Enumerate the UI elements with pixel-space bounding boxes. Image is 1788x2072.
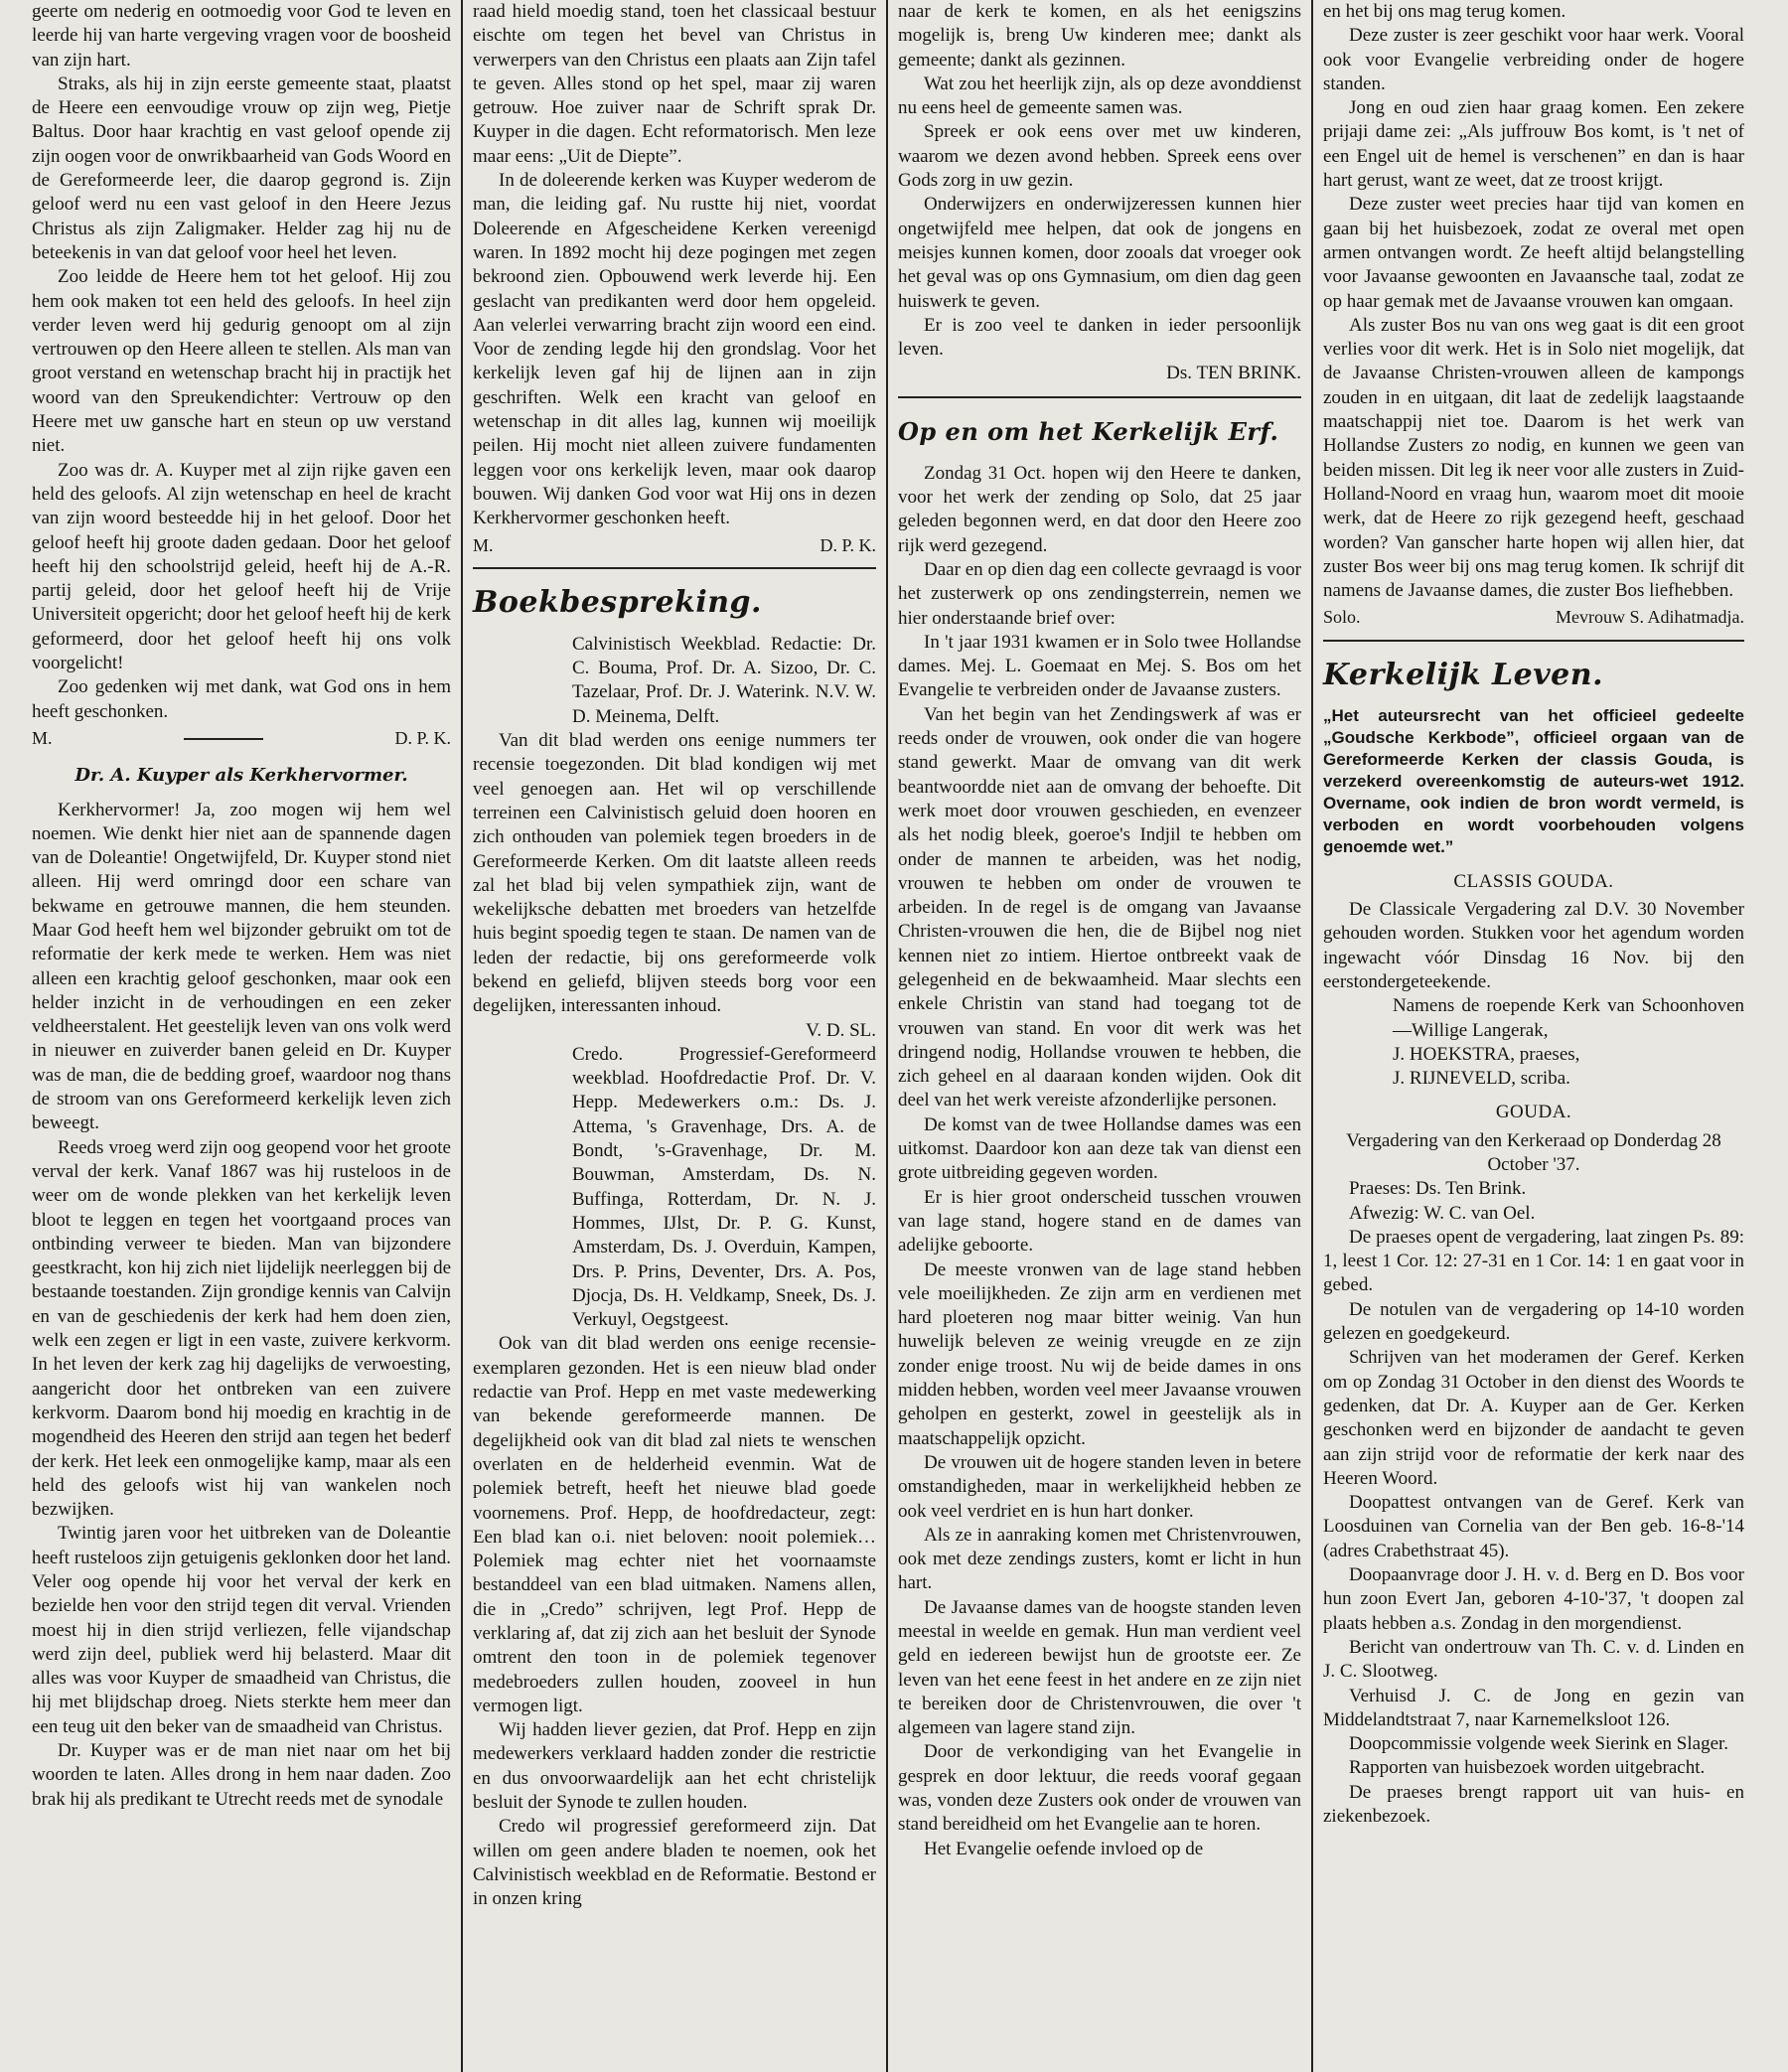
- signature-place: Solo.: [1323, 607, 1361, 628]
- paragraph: Credo wil progressief gereformeerd zijn. Dat willen om geen andere bladen te noemen, ook het Calvinistisch weekblad en de Reformatie. Bestond er in onzen kring: [473, 1816, 876, 1910]
- meeting-absent: Afwezig: W. C. van Oel.: [1349, 1202, 1536, 1224]
- paragraph: De komst van de twee Hollandse dames was een uitkomst. Daardoor kon aan deze tak van dienst een grote uitbreiding gegeven worden.: [898, 1113, 1301, 1184]
- paragraph: Doopattest ontvangen van de Geref. Kerk van Loosduinen van Cornelia van der Ben geb. 16-8-'14 (adres Crabethstraat 45).: [1323, 1492, 1744, 1561]
- paragraph: Het Evangelie oefende invloed op de: [924, 1838, 1204, 1859]
- paragraph: Er is zoo veel te danken in ieder persoonlijk leven.: [898, 314, 1301, 361]
- paragraph: Zoo leidde de Heere hem tot het geloof. Hij zou hem ook maken tot een held des geloofs. In heel zijn verder leven werd hij gedurig genoopt om al zijn vertrouwen op den Heere alleen te stellen. Als man van groot verstand en wetenschap bracht hij in practijk het woord van den Spreukendichter: Vertrouw op den Heere met uw gansche hart en steun op uw verstand niet.: [32, 266, 451, 457]
- paragraph: Zoo gedenken wij met dank, wat God ons in hem heeft geschonken.: [32, 676, 451, 722]
- paragraph: Zoo was dr. A. Kuyper met al zijn rijke gaven een held des geloofs. Al zijn wetenschap en heel de kracht van zijn woord besteedde hij in het geloof. Door het geloof heeft hij groote daden gedaan. Door het geloof heeft hij den schoolstrijd geleid, heeft hij de A.-R. partij geleid, door het geloof heeft hij de Vrije Universiteit opgericht; door het geloof heeft hij de kerk geformeerd, door het geloof heeft hij ons volk voorgelicht!: [32, 459, 451, 674]
- signature-line: [473, 533, 876, 557]
- paragraph: Als zuster Bos nu van ons weg gaat is dit een groot verlies voor dit werk. Het is in Solo niet mogelijk, dat de Javaanse Christen-vrouwen alleen de kampongs zouden in en uitgaan, dit laat de zedelijk laagstaande maatschappij niet toe. Daarom is het werk van Hollandse Zusters zo nodig, en kunnen we geen van beiden missen. Dit leg ik neer voor alle zusters in Zuid-Holland-Noord en vraag hun, waarom moet dit mooie werk, dat de Heere zo rijk gezegend heeft, geschaad worden? Van ganscher harte hopen wij allen hier, dat zuster Bos weer bij ons mag terug komen. Ik schrijf dit namens de Javaanse dames, die zuster Bos liefhebben.: [1323, 314, 1744, 602]
- paragraph: Bericht van ondertrouw van Th. C. v. d. Linden en J. C. Slootweg.: [1323, 1636, 1744, 1683]
- paragraph: De Javaanse dames van de hoogste standen leven meestal in weelde en gemak. Hun man verdient veel geld en iedereen bewijst hun de grootste eer. Ze leven van het eene feest in het andere en ze zijn niet te bereiken door de Christenvrouwen, die over 't algemeen van lagere stand zijn.: [898, 1596, 1301, 1739]
- subsection-heading: CLASSIS GOUDA.: [1453, 870, 1614, 892]
- paragraph: Als ze in aanraking komen met Christenvrouwen, ook met deze zendings zusters, komt er licht in hun hart.: [898, 1524, 1301, 1594]
- signatory-text: Namens de roepende Kerk van Schoonhoven—Willige Langerak,: [1393, 995, 1744, 1041]
- paragraph: Door de verkondiging van het Evangelie in gesprek en door lektuur, die reeds vooraf gegaan was, vonden deze Zusters ook onder de vrouwen van stand bereidheid om het Evangelie aan te horen.: [898, 1741, 1301, 1836]
- section-heading: Op en om het Kerkelijk Erf.: [898, 416, 1279, 446]
- book-citation: Credo. Progressief-Gereformeerd weekblad. Hoofdredactie Prof. Dr. V. Hepp. Medewerkers o.m.: Ds. J. Attema, 's Gravenhage, Drs. A. de Bondt, 's-Gravenhage, Dr. M. Bouwman, Amsterdam, Ds. N. Buffinga, Rotterdam, Dr. N. J. Hommes, IJlst, Dr. P. G. Kunst, Amsterdam, Ds. J. Overduin, Kampen, Drs. P. Prins, Deventer, Drs. A. Pos, Djocja, Ds. H. Veldkamp, Sneek, Ds. J. Verkuyl, Oegstgeest.: [572, 1043, 876, 1331]
- section-divider: [1323, 640, 1744, 642]
- paragraph: In 't jaar 1931 kwamen er in Solo twee Hollandse dames. Mej. L. Goemaat en Mej. S. Bos om het Evangelie te verbreiden onder de Javaanse zusters.: [898, 631, 1301, 701]
- paragraph: Spreek er ook eens over met uw kinderen, waarom we dezen avond hebben. Spreek eens over Gods zorg in uw gezin.: [898, 121, 1301, 192]
- column-2: [463, 0, 888, 2072]
- paragraph: Verhuisd J. C. de Jong en gezin van Middelandtstraat 7, naar Karnemelksloot 126.: [1323, 1685, 1744, 1730]
- paragraph: naar de kerk te komen, en als het eenigszins mogelijk is, breng Uw kinderen mee; dankt als gemeente; dankt als gezinnen.: [898, 1, 1301, 71]
- signature-author: Mevrouw S. Adihatmadja.: [1556, 607, 1744, 628]
- section-heading: Kerkelijk Leven.: [1323, 657, 1604, 692]
- paragraph: Straks, als hij in zijn eerste gemeente staat, plaatst de Heere een eenvoudige vrouw op zijn weg, Pietje Baltus. Door haar krachtig en vast geloof opende zij zijn oogen voor de onwrikbaarheid van Gods Woord en de Gereformeerde leer, die daarop gegrond is. Zijn geloof werd nu een vast geloof in den Heere Jezus Christus als zijn Zaligmaker. Helder zag hij nu de beteekenis in van dat geloof voor heel het leven.: [32, 73, 451, 263]
- paragraph: Kerkhervormer! Ja, zoo mogen wij hem wel noemen. Wie denkt hier niet aan de spannende dagen van de Doleantie! Ongetwijfeld, Dr. Kuyper stond niet alleen. Hij werd omringd door een schare van bekwame en getrouwe mannen, die hem steunden. Maar God heeft hem wel bijzonder gebruikt om tot de reformatie der kerk mede te werken. Hem was niet alleen een krachtig geloof geschonken, maar ook een helder inzicht in de verhoudingen en een zeker veldheerstalent. Het geestelijk leven van ons volk werd in nieuwer en zuiverder banen geleid en Dr. Kuyper was de man, die de bedding groef, waardoor nog thans de stroom van ons Gereformeerd kerkelijk leven zich beweegt.: [32, 799, 451, 1134]
- paragraph: De meeste vronwen van de lage stand hebben vele moeilijkheden. Ze zijn arm en verdienen met hard ploeteren nog maar bitter weinig. Van hun huwelijk beleven ze weinig vreugde en ze zijn zonder enige troost. Nu wij de beide dames in ons midden hebben, worden veel meer Javaanse vrouwen geholpen en gesterkt, zowel in geestelijk als in maatschappelijk opzicht.: [898, 1258, 1301, 1449]
- paragraph: Deze zuster weet precies haar tijd van komen en gaan bij het huisbezoek, zodat ze overal met open armen ontvangen wordt. Ze heeft altijd belangstelling voor Javaanse gewoonten en Javaansche taal, zodat ze op haar gemak met de Javaanse vrouwen kan omgaan.: [1323, 194, 1744, 312]
- paragraph: Reeds vroeg werd zijn oog geopend voor het groote verval der kerk. Vanaf 1867 was hij rusteloos in de weer om de wonde plekken van het kerkelijk leven bloot te leggen en tegen het voortgaand proces van ontbinding verweer te bieden. Man van bijzondere geestkracht, kon hij zich niet lijdelijk neerleggen bij de bestaande toestanden. Zijn grondige kennis van Calvijn en van de geschiedenis der kerk had hem doen zien, welk een zegen er ligt in een vaste, zuivere kerkvorm. In het leven der kerk zag hij dagelijks de verwoesting, aangericht door het ontbreken van een zuivere kerkvorm. Daarom bond hij moedig en krachtig in de mogendheid des Heeren den strijd aan tegen het bederf der kerk. Het leek een onmogelijke kamp, maar als een held des geloofs wist hij van wankelen noch bezwijken.: [32, 1136, 451, 1521]
- paragraph: raad hield moedig stand, toen het classicaal bestuur eischte om tegen het bevel van Christus in verwerpers van den Christus een plaats aan Zijn tafel te geven. Alles stond op het spel, maar zij waren getrouw. Hoe zuiver naar de Schrift sprak Dr. Kuyper in die dagen. Echt reformatorisch. Men leze maar eens: „Uit de Diepte”.: [473, 1, 876, 167]
- paragraph: Jong en oud zien haar graag komen. Een zekere prijaji dame zei: „Als juffrouw Bos komt, is 't net of een Engel uit de hemel is verschenen” en dan is haar hart gerust, want ze weet, dat ze troost krijgt.: [1323, 97, 1744, 192]
- paragraph: Van het begin van het Zendingswerk af was er reeds onder de vrouwen, ook onder die van hogere stand gewerkt. Maar de omvang van dit werk beantwoordde niet aan de omvang der behoefte. Dit werk moet door vrouwen geschieden, en evenzeer als het nodig bleek, goeroe's Indjil te hebben om onder de mannen te arbeiden, was het nodig, vrouwen te hebben om onder de vrouwen te arbeiden. In de regel is de omgang van Javaanse Christen-vrouwen die hen, die de Bijbel nog niet kennen niet zo intiem. Hiertoe ontbreekt vaak de gelegenheid en de bekwaamheid. Maar slechts een enkele Christin van stand had toegang tot de vrouwen van stand. En voor dit werk was het dringend nodig, Hollandse vrouwen te hebben, die zich geheel en al daaraan konden wijden. Ook dit deel van het werk vereiste afzonderlijke personen.: [898, 703, 1301, 1111]
- column-4: [1313, 0, 1762, 2072]
- signatory-praeses: J. HOEKSTRA, praeses,: [1393, 1043, 1580, 1065]
- signature-initial: M.: [473, 534, 494, 555]
- paragraph: De notulen van de vergadering op 14-10 worden gelezen en goedgekeurd.: [1323, 1298, 1744, 1345]
- subsection-heading: GOUDA.: [1495, 1102, 1572, 1123]
- meeting-date: Vergadering van den Kerkeraad op Donderdag 28 October '37.: [1346, 1129, 1721, 1175]
- paragraph: Deze zuster is zeer geschikt voor haar werk. Vooral ook voor Evangelie verbreiding onder de hogere standen.: [1323, 25, 1744, 94]
- signatory-scriba: J. RIJNEVELD, scriba.: [1393, 1068, 1570, 1090]
- paragraph: Twintig jaren voor het uitbreken van de Doleantie heeft rusteloos zijn getuigenis geklonken door het land. Veler oog opende hij voor het verval der kerk en bezielde hen voor den strijd tegen dit verval. Vrienden moest hij in dien strijd verliezen, felle vijandschap werd zijn deel, publiek werd hij belasterd. Maar dit alles was voor Kuyper de smaadheid van Christus, die hij met blijdschap droeg. Niets sterkte hem meer dan een teug uit den beker van de smaadheid van Christus.: [32, 1523, 451, 1737]
- paragraph: en het bij ons mag terug komen.: [1323, 1, 1566, 22]
- section-divider: [473, 567, 876, 569]
- paragraph: Onderwijzers en onderwijzeressen kunnen hier ongetwijfeld mee helpen, dat ook de jongens en meisjes kunnen komen, door zooals dat vroeger ook het geval was op ons Gymnasium, om dien dag geen huiswerk te geven.: [898, 194, 1301, 312]
- paragraph: Wat zou het heerlijk zijn, als op deze avonddienst nu eens heel de gemeente samen was.: [898, 73, 1301, 119]
- divider: [184, 726, 263, 740]
- paragraph: In de doleerende kerken was Kuyper wederom de man, die leiding gaf. Nu rustte hij niet, voordat Doleerende en Afgescheidene Kerken vereenigd waren. In 1892 mocht hij deze pogingen met zegen bekroond zien. Opbouwend werk leverde hij. Een geslacht van predikanten werd door hem opgeleid. Aan velerlei verwarring bracht zijn woord een eind. Voor de zending legde hij den grondslag. Voor het kerkelijk leven gaf hij de lijnen aan in zijn geschriften. Welk een kracht van geloof en wetenschap in dit alles lag, kunnen wij moeilijk peilen. Hij mocht niet alleen zuivere fundamenten leggen voor ons kerkelijk leven, maar ook daarop bouwen. Wij danken God voor wat Hij ons in dezen Kerkhervormer geschonken heeft.: [473, 170, 876, 529]
- book-citation: Calvinistisch Weekblad. Redactie: Dr. C. Bouma, Prof. Dr. A. Sizoo, Dr. C. Tazelaar, Prof. Dr. J. Waterink. N.V. W. D. Meinema, Delft.: [572, 633, 876, 727]
- copyright-notice: „Het auteursrecht van het officieel gedeelte „Goudsche Kerkbode”, officieel orgaan van de Gereformeerde Kerken der classis Gouda, is verzekerd overeenkomstig de auteurs-wet 1912. Overname, ook indien de bron wordt vermeld, is verboden en wordt voorbehouden volgens genoemde wet.”: [1323, 705, 1744, 856]
- signature-line: [1323, 605, 1744, 629]
- paragraph: Zondag 31 Oct. hopen wij den Heere te danken, voor het werk der zending op Solo, dat 25 jaar geleden begonnen werd, en dat door den Heere zoo rijk werd gezegend.: [898, 462, 1301, 556]
- paragraph: De praeses opent de vergadering, laat zingen Ps. 89: 1, leest 1 Cor. 12: 27-31 en 1 Cor. 14: 1 en gaat voor in gebed.: [1323, 1226, 1744, 1296]
- paragraph: De vrouwen uit de hogere standen leven in betere omstandigheden, maar in werkelijkheid hebben ze ook veel verdriet en is hun hart donker.: [898, 1451, 1301, 1522]
- signature-author: D. P. K.: [394, 727, 451, 748]
- section-heading: Boekbespreking.: [473, 584, 762, 620]
- paragraph: De Classicale Vergadering zal D.V. 30 November gehouden worden. Stukken voor het agendum worden ingewacht vóór Dinsdag 16 Nov. bij den eerstondergeteekende.: [1323, 899, 1744, 992]
- meeting-chair: Praeses: Ds. Ten Brink.: [1349, 1178, 1527, 1200]
- paragraph: Rapporten van huisbezoek worden uitgebracht.: [1349, 1757, 1706, 1779]
- paragraph: Daar en op dien dag een collecte gevraagd is voor het zusterwerk op ons zendingsterrein, nemen we hier onderstaande brief over:: [898, 558, 1301, 629]
- signature-author: V. D. SL.: [806, 1019, 876, 1041]
- column-1: [14, 0, 463, 2072]
- signature-line: [32, 726, 451, 750]
- paragraph: De praeses brengt rapport uit van huis- en ziekenbezoek.: [1323, 1781, 1744, 1827]
- section-divider: [898, 396, 1301, 398]
- paragraph: geerte om nederig en ootmoedig voor God te leven en leerde hij van harte vergeving vragen voor de boosheid van zijn hart.: [32, 1, 451, 71]
- signature-author: D. P. K.: [820, 534, 876, 555]
- paragraph: Schrijven van het moderamen der Geref. Kerken om op Zondag 31 October in den dienst des Woords te gedenken, dat Dr. A. Kuyper aan de Ger. Kerken geschonken werd en bijzonder de aandacht te geven aan zijn strijd voor de reformatie der kerk naar des Heeren Woord.: [1323, 1347, 1744, 1489]
- column-3: [888, 0, 1313, 2072]
- paragraph: Dr. Kuyper was er de man niet naar om het bij woorden te laten. Alles drong in hem naar daden. Zoo brak hij als predikant te Utrecht reeds met de synodale: [32, 1740, 451, 1810]
- article-subheading: Dr. A. Kuyper als Kerkhervormer.: [74, 765, 408, 787]
- signature-author: Ds. TEN BRINK.: [1166, 363, 1301, 384]
- paragraph: Van dit blad werden ons eenige nummers ter recensie toegezonden. Dit blad kondigen wij met veel genoegen aan. Het wil op verschillende terreinen een Calvinistisch geluid doen hooren en zich onthouden van polemiek tegen broeders in de Gereformeerde Kerken. Om dit laatste alleen reeds zal het blad bij velen sympathiek zijn, want de wekelijksche debatten met broeders van hetzelfde huis begint spoedig tegen te staan. De namen van de leden der redactie, bij ons gereformeerde volk bekend en geliefd, blijven steeds borg voor een degelijken, interessanten inhoud.: [473, 730, 876, 1017]
- paragraph: Doopaanvrage door J. H. v. d. Berg en D. Bos voor hun zoon Evert Jan, geboren 4-10-'37, 't doopen zal plaats hebben a.s. Zondag in den morgendienst.: [1323, 1564, 1744, 1634]
- signature-initial: M.: [32, 727, 53, 748]
- paragraph: Wij hadden liever gezien, dat Prof. Hepp en zijn medewerkers verklaard hadden zonder die restrictie en dus onvoorwaardelijk aan het echt christelijk besluit der Synode te zullen houden.: [473, 1719, 876, 1814]
- paragraph: Er is hier groot onderscheid tusschen vrouwen van lage stand, hogere stand en de dames van adelijke geboorte.: [898, 1186, 1301, 1257]
- paragraph: Ook van dit blad werden ons eenige recensie-exemplaren gezonden. Het is een nieuw blad onder redactie van Prof. Hepp en met vaste medewerking van bekende gereformeerde mannen. De degelijkheid ook van dit blad zal niets te wenschen overlaten en de helderheid evenmin. Wat de polemiek betreft, heeft het nieuwe blad goede voornemens. Prof. Hepp, de hoofdredacteur, zegt: Een blad kan o.i. niet beloven: nooit polemiek… Polemiek mag echter niet het voornaamste bestanddeel van een blad uitmaken. Namens allen, die in „Credo” schrijven, legt Prof. Hepp de verklaring af, dat zij zich aan het besluit der Synode omtrent den toon in de polemiek tegenover medebroeders zullen houden, zooveel in hun vermogen ligt.: [473, 1333, 876, 1716]
- paragraph: Doopcommissie volgende week Sierink en Slager.: [1349, 1733, 1729, 1755]
